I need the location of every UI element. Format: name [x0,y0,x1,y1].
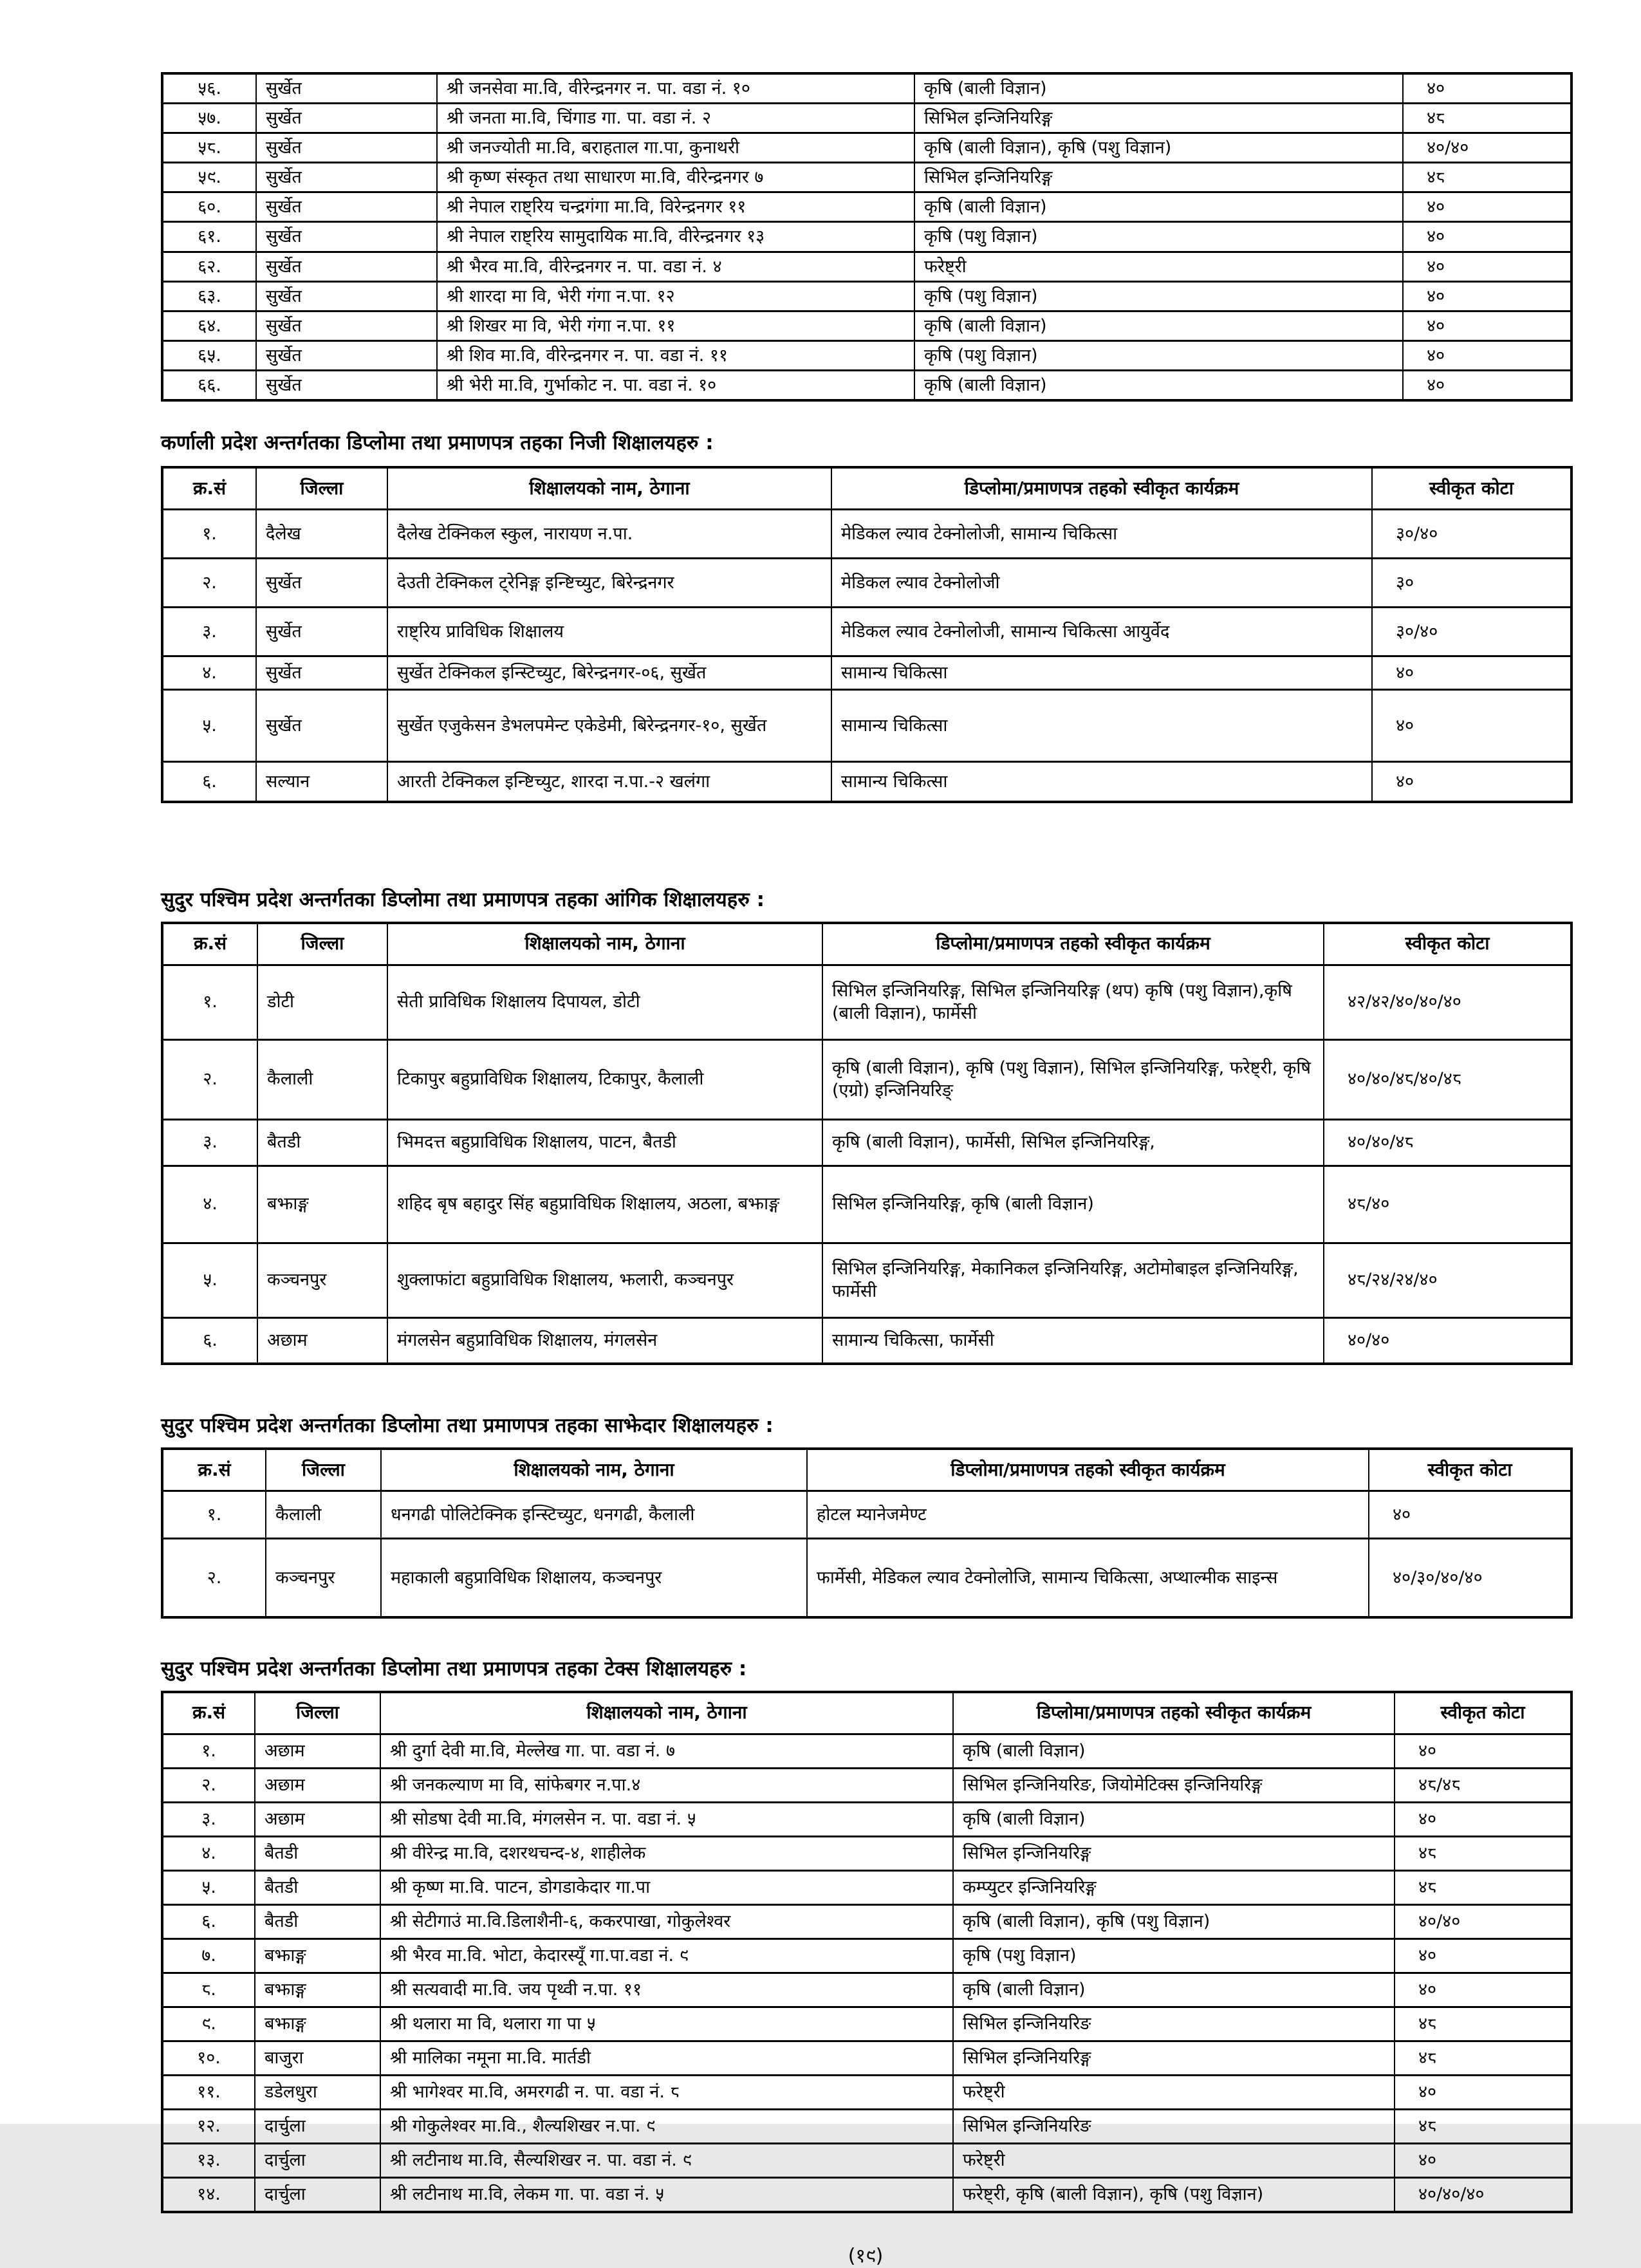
header-row [162,1449,1571,1491]
serial-cell: ४. [162,1166,257,1243]
quota-cell: ४८ [1395,2041,1571,2075]
table-sudurpashchim-partner-schools [161,1447,1573,1619]
column-header-program: डिप्लोमा/प्रमाणपत्र तहको स्वीकृत कार्यक्रम [807,1449,1369,1491]
district-cell: दार्चुला [255,2177,380,2212]
table-row [162,281,1571,311]
table-row [162,1904,1571,1938]
school-name-cell: श्री जनकल्याण मा वि, सांफेबगर न.पा.४ [380,1768,953,1802]
quota-cell: ४८ [1395,2109,1571,2143]
program-cell: सामान्य चिकित्सा [831,656,1372,690]
district-cell: सुर्खेत [256,608,387,656]
district-cell: सुर्खेत [256,192,437,222]
district-cell: बैतडी [255,1870,380,1904]
school-name-cell: टिकापुर बहुप्राविधिक शिक्षालय, टिकापुर, कैलाली [387,1039,822,1119]
section-heading-karnali-private: कर्णाली प्रदेश अन्तर्गतका डिप्लोमा तथा प्रमाणपत्र तहका निजी शिक्षालयहरु : [161,431,714,455]
district-cell: सुर्खेत [256,559,387,608]
column-header-quota: स्वीकृत कोटा [1395,1692,1571,1734]
serial-cell: ६. [162,1317,257,1364]
district-cell: सुर्खेत [256,73,437,104]
serial-cell: १३. [162,2143,255,2177]
district-cell: सुर्खेत [256,133,437,163]
school-name-cell: भिमदत्त बहुप्राविधिक शिक्षालय, पाटन, बैतडी [387,1119,822,1166]
program-cell: सिभिल इन्जिनियरिङ्ग [953,2041,1395,2075]
column-header-serial: क्र.सं [162,1449,266,1491]
school-name-cell: शुक्लाफांटा बहुप्राविधिक शिक्षालय, झलारी, कञ्चनपुर [387,1243,822,1317]
column-header-quota: स्वीकृत कोटा [1369,1449,1571,1491]
school-name-cell: शहिद बृष बहादुर सिंह बहुप्राविधिक शिक्षालय, अठला, बझाङ्ग [387,1166,822,1243]
table-row [162,1734,1571,1768]
district-cell: कैलाली [266,1491,381,1539]
table-row [162,656,1571,690]
district-cell: कैलाली [257,1039,387,1119]
table-row [162,2007,1571,2041]
district-cell: सुर्खेत [256,252,437,281]
district-cell: अछाम [255,1768,380,1802]
table-row [162,222,1571,252]
table-row [162,163,1571,192]
serial-cell: १२. [162,2109,255,2143]
school-name-cell: श्री कृष्ण मा.वि. पाटन, डोगडाकेदार गा.पा [380,1870,953,1904]
header-row [162,467,1571,510]
table-row [162,1768,1571,1802]
quota-cell: ४० [1403,281,1571,311]
table-row [162,965,1571,1039]
column-header-serial: क्र.सं [162,1692,255,1734]
program-cell: मेडिकल ल्याव टेक्नोलोजी, सामान्य चिकित्सा [831,510,1372,559]
quota-cell: ४० [1395,1734,1571,1768]
header-row [162,923,1571,965]
program-cell: सिभिल इन्जिनियरिङ [953,2109,1395,2143]
column-header-school: शिक्षालयको नाम, ठेगाना [380,1692,953,1734]
section-heading-sudurpashchim-constituent: सुदुर पश्चिम प्रदेश अन्तर्गतका डिप्लोमा तथा प्रमाणपत्र तहका आंगिक शिक्षालयहरु : [161,888,765,911]
table-row [162,559,1571,608]
table-row [162,2109,1571,2143]
quota-cell: ४०/४०/४८ [1324,1119,1571,1166]
table-row [162,510,1571,559]
school-name-cell: श्री शिव मा.वि, वीरेन्द्रनगर न. पा. वडा नं. ११ [437,340,914,370]
program-cell: कृषि (बाली विज्ञान) [953,1973,1395,2007]
serial-cell: ४. [162,656,256,690]
column-header-program: डिप्लोमा/प्रमाणपत्र तहको स्वीकृत कार्यक्रम [822,923,1324,965]
program-cell: कृषि (पशु विज्ञान) [953,1938,1395,1973]
serial-cell: ६. [162,762,256,802]
table-sudurpashchim-constituent-schools [161,922,1573,1366]
quota-cell: ४८ [1403,163,1571,192]
program-cell: कृषि (बाली विज्ञान) [953,1734,1395,1768]
school-name-cell: श्री जनज्योती मा.वि, बराहताल गा.पा, कुनाथरी [437,133,914,163]
school-name-cell: श्री दुर्गा देवी मा.वि, मेल्लेख गा. पा. वडा नं. ७ [380,1734,953,1768]
quota-cell: ४०/३०/४०/४० [1369,1539,1571,1617]
program-cell: फरेष्ट्री [953,2143,1395,2177]
program-cell: सिभिल इन्जिनियरिङ्ग [914,104,1403,133]
district-cell: बाजुरा [255,2041,380,2075]
district-cell: सुर्खेत [256,281,437,311]
program-cell: कृषि (बाली विज्ञान), कृषि (पशु विज्ञान), सिभिल इन्जिनियरिङ्ग, फरेष्ट्री, कृषि (एग्रो) इन्जिनियरिङ् [822,1039,1324,1119]
program-cell: मेडिकल ल्याव टेक्नोलोजी [831,559,1372,608]
school-name-cell: देउती टेक्निकल ट्रेनिङ्ग इन्ष्टिच्युट, बिरेन्द्रनगर [387,559,831,608]
program-cell: कृषि (बाली विज्ञान) [914,73,1403,104]
column-header-school: शिक्षालयको नाम, ठेगाना [381,1449,807,1491]
serial-cell: १. [162,510,256,559]
serial-cell: ७. [162,1938,255,1973]
table-row [162,340,1571,370]
program-cell: कृषि (पशु विज्ञान) [914,340,1403,370]
table-karnali-private-schools [161,466,1573,803]
program-cell: सामान्य चिकित्सा [831,762,1372,802]
quota-cell: ४० [1403,370,1571,400]
school-name-cell: श्री भैरव मा.वि, वीरेन्द्रनगर न. पा. वडा नं. ४ [437,252,914,281]
quota-cell: ४० [1372,762,1571,802]
serial-cell: ५७. [162,104,256,133]
school-name-cell: श्री नेपाल राष्ट्रिय चन्द्रगंगा मा.वि, विरेन्द्रनगर ११ [437,192,914,222]
quota-cell: ४२/४२/४०/४०/४० [1324,965,1571,1039]
table-sudurpashchim-tecs-schools [161,1691,1573,2213]
quota-cell: ४० [1369,1491,1571,1539]
program-cell: कृषि (बाली विज्ञान) [914,192,1403,222]
program-cell: फार्मेसी, मेडिकल ल्याव टेक्नोलोजि, सामान्य चिकित्सा, अप्थाल्मीक साइन्स [807,1539,1369,1617]
serial-cell: ५. [162,1870,255,1904]
table-row [162,2041,1571,2075]
table-row [162,1243,1571,1317]
school-name-cell: मंगलसेन बहुप्राविधिक शिक्षालय, मंगलसेन [387,1317,822,1364]
program-cell: कृषि (बाली विज्ञान) [914,370,1403,400]
serial-cell: ६५. [162,340,256,370]
quota-cell: ४८/२४/२४/४० [1324,1243,1571,1317]
column-header-quota: स्वीकृत कोटा [1324,923,1571,965]
district-cell: बझाङ्ग [255,1938,380,1973]
quota-cell: ४८ [1403,104,1571,133]
school-name-cell: सुर्खेत टेक्निकल इन्स्टिच्युट, बिरेन्द्रनगर-०६, सुर्खेत [387,656,831,690]
district-cell: सुर्खेत [256,340,437,370]
quota-cell: ४० [1403,252,1571,281]
school-name-cell: श्री नेपाल राष्ट्रिय सामुदायिक मा.वि, वीरेन्द्रनगर १३ [437,222,914,252]
school-name-cell: श्री लटीनाथ मा.वि, सैल्यशिखर न. पा. वडा नं. ९ [380,2143,953,2177]
program-cell: सिभिल इन्जिनियरिङ [953,2007,1395,2041]
district-cell: सुर्खेत [256,690,387,762]
quota-cell: ४०/४०/४८/४०/४८ [1324,1039,1571,1119]
quota-cell: ४८/४८ [1395,1768,1571,1802]
table-row [162,1317,1571,1364]
quota-cell: ४० [1403,311,1571,340]
program-cell: कम्प्युटर इन्जिनियरिङ्ग [953,1870,1395,1904]
serial-cell: ५८. [162,133,256,163]
school-name-cell: श्री सेटीगाउं मा.वि.डिलाशैनी-६, ककरपाखा, गोकुलेश्वर [380,1904,953,1938]
program-cell: सिभिल इन्जिनियरिङ्ग [953,1836,1395,1870]
serial-cell: १. [162,965,257,1039]
serial-cell: ३. [162,1802,255,1836]
district-cell: सुर्खेत [256,104,437,133]
quota-cell: ४८ [1395,1836,1571,1870]
serial-cell: ६६. [162,370,256,400]
program-cell: सिभिल इन्जिनियरिङ्ग [914,163,1403,192]
table-row [162,2177,1571,2212]
quota-cell: ४०/४० [1324,1317,1571,1364]
school-name-cell: श्री जनसेवा मा.वि, वीरेन्द्रनगर न. पा. वडा नं. १० [437,73,914,104]
column-header-program: डिप्लोमा/प्रमाणपत्र तहको स्वीकृत कार्यक्रम [953,1692,1395,1734]
program-cell: फरेष्ट्री [953,2075,1395,2109]
table-row [162,104,1571,133]
table-row [162,1539,1571,1617]
serial-cell: २. [162,1768,255,1802]
school-name-cell: आरती टेक्निकल इन्ष्टिच्युट, शारदा न.पा.-२ खलंगा [387,762,831,802]
program-cell: सिभिल इन्जिनियरिङ्ग, कृषि (बाली विज्ञान) [822,1166,1324,1243]
serial-cell: १. [162,1491,266,1539]
district-cell: दैलेख [256,510,387,559]
serial-cell: ६१. [162,222,256,252]
program-cell: मेडिकल ल्याव टेक्नोलोजी, सामान्य चिकित्सा आयुर्वेद [831,608,1372,656]
serial-cell: ६२. [162,252,256,281]
section-heading-sudurpashchim-partner: सुदुर पश्चिम प्रदेश अन्तर्गतका डिप्लोमा तथा प्रमाणपत्र तहका साझेदार शिक्षालयहरु : [161,1414,774,1438]
serial-cell: ३. [162,608,256,656]
table-row [162,1870,1571,1904]
district-cell: बझाङ्ग [255,2007,380,2041]
program-cell: कृषि (बाली विज्ञान) [914,311,1403,340]
school-name-cell: श्री सत्यवादी मा.वि. जय पृथ्वी न.पा. ११ [380,1973,953,2007]
serial-cell: ११. [162,2075,255,2109]
program-cell: फरेष्ट्री, कृषि (बाली विज्ञान), कृषि (पशु विज्ञान) [953,2177,1395,2212]
program-cell: कृषि (पशु विज्ञान) [914,222,1403,252]
school-name-cell: सेती प्राविधिक शिक्षालय दिपायल, डोटी [387,965,822,1039]
table-row [162,252,1571,281]
quota-cell: ४० [1395,1802,1571,1836]
school-name-cell: श्री वीरेन्द्र मा.वि, दशरथचन्द-४, शाहीलेक [380,1836,953,1870]
program-cell: फरेष्ट्री [914,252,1403,281]
serial-cell: ४. [162,1836,255,1870]
quota-cell: ४० [1403,73,1571,104]
header-row [162,1692,1571,1734]
district-cell: सुर्खेत [256,311,437,340]
quota-cell: ३०/४० [1372,510,1571,559]
quota-cell: ४०/४०/४० [1395,2177,1571,2212]
table-row [162,1119,1571,1166]
program-cell: सिभिल इन्जिनियरिङ्ग, मेकानिकल इन्जिनियरिङ्ग, अटोमोबाइल इन्जिनियरिङ्ग, फार्मेसी [822,1243,1324,1317]
district-cell: कञ्चनपुर [257,1243,387,1317]
serial-cell: ६०. [162,192,256,222]
quota-cell: ४० [1395,1938,1571,1973]
table-row [162,1973,1571,2007]
column-header-quota: स्वीकृत कोटा [1372,467,1571,510]
school-name-cell: श्री लटीनाथ मा.वि, लेकम गा. पा. वडा नं. ५ [380,2177,953,2212]
table-row [162,690,1571,762]
quota-cell: ४८ [1395,2007,1571,2041]
table-row [162,133,1571,163]
quota-cell: ४० [1395,2075,1571,2109]
school-name-cell: दैलेख टेक्निकल स्कुल, नारायण न.पा. [387,510,831,559]
table-row [162,1491,1571,1539]
district-cell: दार्चुला [255,2109,380,2143]
section-heading-sudurpashchim-tecs: सुदुर पश्चिम प्रदेश अन्तर्गतका डिप्लोमा तथा प्रमाणपत्र तहका टेक्स शिक्षालयहरु : [161,1657,747,1680]
table-row [162,762,1571,802]
column-header-school: शिक्षालयको नाम, ठेगाना [387,923,822,965]
serial-cell: ८. [162,1973,255,2007]
serial-cell: ६३. [162,281,256,311]
column-header-district: जिल्ला [266,1449,381,1491]
district-cell: अछाम [257,1317,387,1364]
table-row [162,2143,1571,2177]
serial-cell: ५. [162,1243,257,1317]
program-cell: कृषि (बाली विज्ञान), फार्मेसी, सिभिल इन्जिनियरिङ्ग, [822,1119,1324,1166]
table-row [162,1039,1571,1119]
school-name-cell: श्री भैरव मा.वि. भोटा, केदारस्यूँ गा.पा.वडा नं. ९ [380,1938,953,1973]
district-cell: बझाङ्ग [255,1973,380,2007]
quota-cell: ३० [1372,559,1571,608]
district-cell: दार्चुला [255,2143,380,2177]
column-header-serial: क्र.सं [162,467,256,510]
column-header-district: जिल्ला [256,467,387,510]
program-cell: कृषि (बाली विज्ञान), कृषि (पशु विज्ञान) [953,1904,1395,1938]
column-header-serial: क्र.सं [162,923,257,965]
quota-cell: ४०/४० [1395,1904,1571,1938]
school-name-cell: राष्ट्रिय प्राविधिक शिक्षालय [387,608,831,656]
school-name-cell: श्री भेरी मा.वि, गुर्भाकोट न. पा. वडा नं. १० [437,370,914,400]
page-number: (१९) [848,2244,884,2267]
school-name-cell: श्री भागेश्वर मा.वि, अमरगढी न. पा. वडा नं. ८ [380,2075,953,2109]
district-cell: अछाम [255,1802,380,1836]
serial-cell: १४. [162,2177,255,2212]
school-name-cell: श्री कृष्ण संस्कृत तथा साधारण मा.वि, वीरेन्द्रनगर ७ [437,163,914,192]
serial-cell: ६. [162,1904,255,1938]
district-cell: बैतडी [255,1836,380,1870]
serial-cell: २. [162,1539,266,1617]
quota-cell: ४० [1403,192,1571,222]
program-cell: सामान्य चिकित्सा, फार्मेसी [822,1317,1324,1364]
district-cell: बैतडी [255,1904,380,1938]
table-row [162,192,1571,222]
table-row [162,1802,1571,1836]
quota-cell: ४० [1395,1973,1571,2007]
district-cell: बैतडी [257,1119,387,1166]
table-surkhet-continuation [161,72,1573,402]
serial-cell: ३. [162,1119,257,1166]
serial-cell: १०. [162,2041,255,2075]
district-cell: डोटी [257,965,387,1039]
school-name-cell: सुर्खेत एजुकेसन डेभलपमेन्ट एकेडेमी, बिरेन्द्रनगर-१०, सुर्खेत [387,690,831,762]
school-name-cell: श्री जनता मा.वि, चिंगाड गा. पा. वडा नं. २ [437,104,914,133]
quota-cell: ४० [1395,2143,1571,2177]
quota-cell: ४०/४० [1403,133,1571,163]
program-cell: सामान्य चिकित्सा [831,690,1372,762]
district-cell: सुर्खेत [256,222,437,252]
quota-cell: ४० [1403,222,1571,252]
table-row [162,1938,1571,1973]
table-row [162,608,1571,656]
program-cell: सिभिल इन्जिनियरिङ्ग, सिभिल इन्जिनियरिङ्ग (थप) कृषि (पशु विज्ञान),कृषि (बाली विज्ञान), फार्मेसी [822,965,1324,1039]
column-header-school: शिक्षालयको नाम, ठेगाना [387,467,831,510]
column-header-district: जिल्ला [257,923,387,965]
school-name-cell: श्री थलारा मा वि, थलारा गा पा ५ [380,2007,953,2041]
district-cell: कञ्चनपुर [266,1539,381,1617]
table-row [162,370,1571,400]
district-cell: डडेलधुरा [255,2075,380,2109]
table-row [162,2075,1571,2109]
table-row [162,1166,1571,1243]
school-name-cell: श्री गोकुलेश्वर मा.वि., शैल्यशिखर न.पा. ९ [380,2109,953,2143]
quota-cell: ४० [1372,690,1571,762]
district-cell: सुर्खेत [256,370,437,400]
school-name-cell: श्री शारदा मा वि, भेरी गंगा न.पा. १२ [437,281,914,311]
quota-cell: ४० [1372,656,1571,690]
serial-cell: ५६. [162,73,256,104]
program-cell: कृषि (बाली विज्ञान) [953,1802,1395,1836]
district-cell: सुर्खेत [256,656,387,690]
serial-cell: १. [162,1734,255,1768]
school-name-cell: श्री मालिका नमूना मा.वि. मार्तडी [380,2041,953,2075]
program-cell: सिभिल इन्जिनियरिङ, जियोमेटिक्स इन्जिनियरिङ्ग [953,1768,1395,1802]
school-name-cell: धनगढी पोलिटेक्निक इन्स्टिच्युट, धनगढी, कैलाली [381,1491,807,1539]
district-cell: सुर्खेत [256,163,437,192]
program-cell: कृषि (बाली विज्ञान), कृषि (पशु विज्ञान) [914,133,1403,163]
serial-cell: ५. [162,690,256,762]
quota-cell: ३०/४० [1372,608,1571,656]
program-cell: कृषि (पशु विज्ञान) [914,281,1403,311]
school-name-cell: श्री सोडषा देवी मा.वि, मंगलसेन न. पा. वडा नं. ५ [380,1802,953,1836]
program-cell: होटल म्यानेजमेण्ट [807,1491,1369,1539]
column-header-program: डिप्लोमा/प्रमाणपत्र तहको स्वीकृत कार्यक्रम [831,467,1372,510]
district-cell: बझाङ्ग [257,1166,387,1243]
serial-cell: २. [162,1039,257,1119]
table-row [162,73,1571,104]
table-row [162,1836,1571,1870]
quota-cell: ४८ [1395,1870,1571,1904]
quota-cell: ४८/४० [1324,1166,1571,1243]
serial-cell: २. [162,559,256,608]
district-cell: सल्यान [256,762,387,802]
column-header-district: जिल्ला [255,1692,380,1734]
school-name-cell: महाकाली बहुप्राविधिक शिक्षालय, कञ्चनपुर [381,1539,807,1617]
table-row [162,311,1571,340]
quota-cell: ४० [1403,340,1571,370]
serial-cell: ६४. [162,311,256,340]
serial-cell: ५९. [162,163,256,192]
serial-cell: ९. [162,2007,255,2041]
district-cell: अछाम [255,1734,380,1768]
school-name-cell: श्री शिखर मा वि, भेरी गंगा न.पा. ११ [437,311,914,340]
